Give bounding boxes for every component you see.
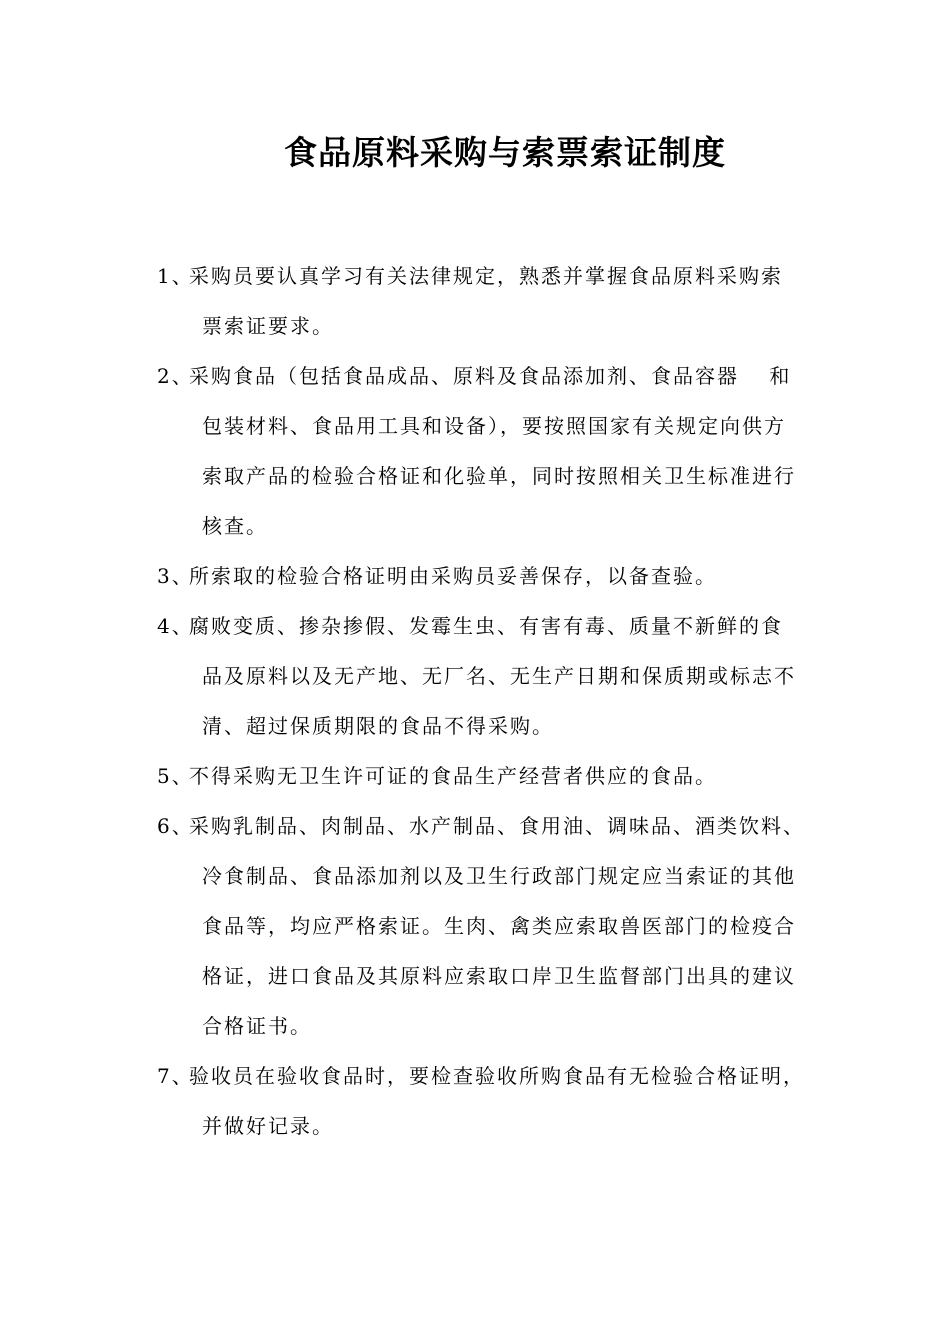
clause-line: 清、超过保质期限的食品不得采购。 [202, 714, 554, 738]
clause-line: 不得采购无卫生许可证的食品生产经营者供应的食品。 [189, 764, 717, 788]
clause-1 [0, 251, 950, 351]
document-title: 食品原料采购与索票索证制度 [284, 133, 726, 172]
clause-number: 2、 [157, 364, 194, 388]
clause-line: 品及原料以及无产地、无厂名、无生产日期和保质期或标志不 [202, 664, 796, 688]
clause-2 [0, 351, 950, 551]
clause-6 [0, 801, 950, 1051]
clause-line: 采购员要认真学习有关法律规定，熟悉并掌握食品原料采购索 [189, 264, 783, 288]
clause-number: 5、 [157, 764, 194, 788]
clause-number: 3、 [157, 564, 194, 588]
clause-line: 票索证要求。 [202, 314, 334, 338]
clause-line: 腐败变质、掺杂掺假、发霉生虫、有害有毒、质量不新鲜的食 [189, 614, 783, 638]
clause-line: 采购食品（包括食品成品、原料及食品添加剂、食品容器 和 [189, 364, 792, 388]
clause-7 [0, 1051, 950, 1151]
clause-line: 采购乳制品、肉制品、水产制品、食用油、调味品、酒类饮料、 [189, 814, 805, 838]
clause-line: 合格证书。 [202, 1014, 312, 1038]
document-body [0, 251, 950, 1151]
clause-line: 包装材料、食品用工具和设备），要按照国家有关规定向供方 [202, 414, 786, 438]
clause-line: 冷食制品、食品添加剂以及卫生行政部门规定应当索证的其他 [202, 864, 796, 888]
clause-number: 4、 [157, 614, 194, 638]
clause-3 [0, 551, 950, 601]
clause-number: 1、 [157, 264, 194, 288]
clause-line: 格证，进口食品及其原料应索取口岸卫生监督部门出具的建议 [202, 964, 796, 988]
clause-line: 索取产品的检验合格证和化验单，同时按照相关卫生标准进行 [202, 464, 796, 488]
clause-5 [0, 751, 950, 801]
clause-number: 6、 [157, 814, 194, 838]
clause-4 [0, 601, 950, 751]
clause-line: 核查。 [202, 514, 268, 538]
clause-line: 验收员在验收食品时，要检查验收所购食品有无检验合格证明， [189, 1064, 805, 1088]
clause-number: 7、 [157, 1064, 194, 1088]
clause-line: 并做好记录。 [202, 1114, 334, 1138]
clause-line: 食品等，均应严格索证。生肉、禽类应索取兽医部门的检疫合 [202, 914, 796, 938]
clause-line: 所索取的检验合格证明由采购员妥善保存，以备查验。 [189, 564, 717, 588]
